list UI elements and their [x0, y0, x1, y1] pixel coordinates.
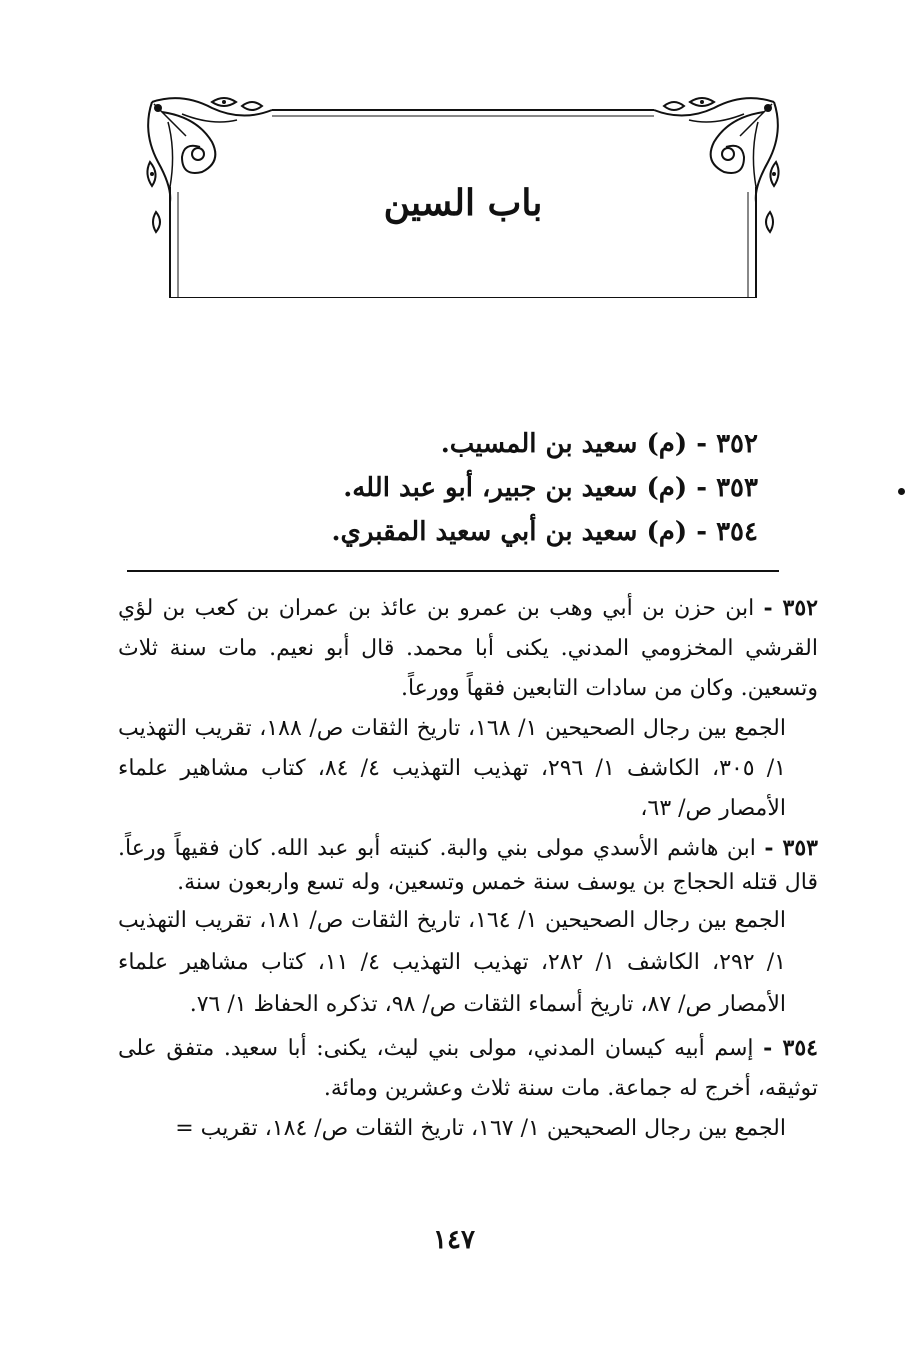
footnote-number: ٣٥٢ - [763, 595, 818, 621]
chapter-title: باب السين [383, 182, 543, 224]
entry-heading: ٣٥٢ - (م) سعيد بن المسيب. [440, 429, 758, 459]
scan-speck [898, 488, 905, 495]
chapter-header-frame [142, 92, 784, 298]
footnote-number: ٣٥٣ - [764, 835, 818, 861]
entry-heading: ٣٥٣ - (م) سعيد بن جبير، أبو عبد الله. [343, 473, 758, 503]
entry-headings [238, 422, 758, 554]
footnote-sources: الجمع بين رجال الصحيحين ١/ ١٦٧، تاريخ الثقات ص/ ١٨٤، تقريب = [175, 1116, 786, 1141]
page-number: ١٤٧ [433, 1225, 475, 1255]
footnote-text: إسم أبيه كيسان المدني، مولى بني ليث، يكنى: أبا سعيد. متفق على توثيقه، أخرج له جماعة. مات سنة ثلاث وعشرين ومائة. [118, 1036, 818, 1101]
footnote-sources: الجمع بين رجال الصحيحين ١/ ١٦٨، تاريخ الثقات ص/ ١٨٨، تقريب التهذيب ١/ ٣٠٥، الكاشف ١/ ٢٩٦، تهذيب التهذيب ٤/ ٨٤، كتاب مشاهير علماء الأمصار ص/ ٦٣، [118, 716, 787, 821]
footnote-sources: الجمع بين رجال الصحيحين ١/ ١٦٤، تاريخ الثقات ص/ ١٨١، تقريب التهذيب ١/ ٢٩٢، الكاشف ١/ ٢٨٢، تهذيب التهذيب ٤/ ١١، كتاب مشاهير علماء الأمصار ص/ ٨٧، تاريخ أسماء الثقات ص/ ٩٨، تذكره الحفاظ ١/ ٧٦. [118, 908, 787, 1017]
footnote-text: ابن حزن بن أبي وهب بن عمرو بن عائذ بن عمران بن كعب بن لؤي القرشي المخزومي المدني. يكنى أبا محمد. قال أبو نعيم. مات سنة ثلاث وتسعين. وكان من سادات التابعين فقهاً وورعاً. [118, 596, 818, 701]
footnote-354 [118, 1028, 818, 1149]
footnote-text: ابن هاشم الأسدي مولى بني والبة. كنيته أبو عبد الله. كان فقيهاً ورعاً. قال قتله الحجاج بن يوسف سنة خمس وتسعين، وله تسع واربعون سنة. [118, 836, 818, 895]
footnote-353 [118, 831, 818, 1026]
footnote-divider [127, 570, 779, 572]
footnote-352 [118, 588, 818, 829]
entry-heading: ٣٥٤ - (م) سعيد بن أبي سعيد المقبري. [331, 517, 758, 547]
footnote-number: ٣٥٤ - [763, 1035, 818, 1061]
footnotes [118, 588, 818, 1151]
